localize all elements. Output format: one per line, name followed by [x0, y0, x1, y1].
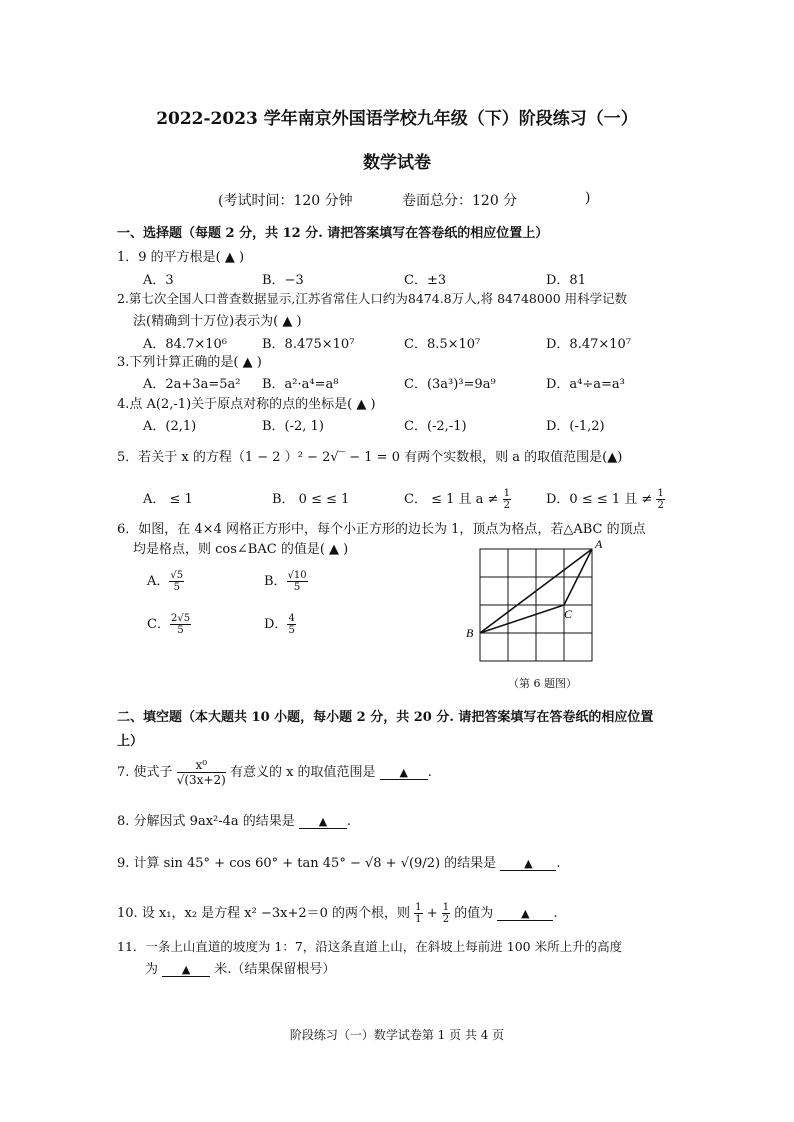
- q3-stem: 3.下列计算正确的是( ▲ ): [117, 355, 262, 370]
- page-title: 2022-2023 学年南京外国语学校九年级（下）阶段练习（一）: [156, 109, 638, 129]
- q2-option-b: B．8.475×10⁷: [262, 337, 355, 352]
- q1-stem: 1．9 的平方根是( ▲ ): [117, 250, 245, 265]
- q6-stem-line2: 均是格点，则 cos∠BAC 的值是( ▲ ): [133, 542, 349, 557]
- q7: 7. 使式子 $\frac{\text{x⁰}}{√(3x+2)}$ 有意义的 x 的取值范围是 ▲ .: [117, 758, 432, 787]
- q2-stem-line1: 2.第七次全国人口普查数据显示,江苏省常住人口约为8474.8万人,将 84748000 用科学记数: [117, 291, 628, 306]
- total-score: 卷面总分：120 分: [402, 193, 518, 209]
- q11-stem-line1: 11．一条上山直道的坡度为 1：7，沿这条直道上山，在斜坡上每前进 100 米所上升的高度: [117, 939, 623, 954]
- q6-grid-figure: [460, 535, 610, 670]
- q2-option-d: D．8.47×10⁷: [546, 337, 632, 352]
- q10-fraction-1: $\frac{1}{1}$: [415, 902, 422, 925]
- section-2-heading-line1: 二、填空题（本大题共 10 小题，每小题 2 分，共 20 分. 请把答案填写在答卷纸的相应位置: [117, 710, 654, 725]
- q10-answer-blank: ▲: [497, 907, 553, 921]
- q7-fraction: $\frac{\text{x⁰}}{√(3x+2)}$: [176, 758, 226, 787]
- q3-option-a: A．2a+3a=5a²: [143, 377, 241, 392]
- q1-option-a: A．3: [143, 273, 174, 288]
- q10-fraction-2: $\frac{1}{2}$: [442, 902, 450, 925]
- q10: 10. 设 x₁，x₂ 是方程 x² −3x+2＝0 的两个根，则 $\frac{1}{1}$ + $\frac{1}{2}$ 的值为 ▲ .: [117, 902, 558, 925]
- q1-option-d: D．81: [546, 273, 586, 288]
- q11-answer-blank: ▲: [162, 963, 210, 977]
- q4-option-a: A．(2,1): [143, 419, 197, 434]
- q9-answer-blank: ▲: [500, 857, 556, 871]
- q6-option-a: A． $\frac{√5}{5}$: [147, 570, 184, 593]
- q2-option-c: C．8.5×10⁷: [404, 337, 481, 352]
- q4-stem: 4.点 A(2,-1)关于原点对称的点的坐标是( ▲ ): [117, 397, 376, 412]
- grid-lines: [480, 549, 592, 661]
- q11-line2: 为 ▲ 米.（结果保留根号）: [145, 962, 336, 977]
- q5-option-a: A． ≤ 1: [143, 492, 193, 507]
- point-c-label: C: [564, 607, 573, 621]
- q3-option-c: C．(3a³)³=9a⁹: [404, 377, 496, 392]
- q8: 8. 分解因式 9ax²-4a 的结果是 ▲ .: [117, 814, 352, 829]
- q5-option-d: D．0 ≤ ≤ 1 且 ≠ $\frac{1}{2}$: [546, 488, 664, 511]
- q6-option-d: D． $\frac{4}{5}$: [264, 613, 295, 636]
- q4-option-d: D．(-1,2): [546, 419, 605, 434]
- q1-option-c: C．±3: [404, 273, 447, 288]
- q8-answer-blank: ▲: [299, 815, 347, 829]
- q5-c-fraction: $\frac{1}{2}$: [503, 488, 510, 511]
- q6-option-b: B． $\frac{√10}{5}$: [264, 570, 307, 593]
- point-a-label: A: [595, 537, 603, 551]
- q5-stem: 5．若关于 x 的方程（1 − 2 ）² − 2√‾ − 1 = 0 有两个实数根，则 a 的取值范围是(▲): [117, 450, 623, 465]
- q2-option-a: A．84.7×10⁶: [143, 337, 227, 352]
- close-paren: ): [585, 190, 591, 206]
- q6-option-c: C． $\frac{2√5}{5}$: [147, 613, 191, 636]
- q2-stem-line2: 法(精确到十万位)表示为( ▲ ): [133, 314, 302, 329]
- q1-option-b: B．−3: [262, 273, 304, 288]
- q6-stem-line1: 6．如图，在 4×4 网格正方形中，每个小正方形的边长为 1，顶点为格点，若△ABC 的顶点: [117, 522, 646, 537]
- exam-time: (考试时间：120 分钟: [218, 193, 353, 209]
- page-subtitle: 数学试卷: [363, 153, 431, 173]
- point-b-label: B: [466, 626, 474, 640]
- q4-option-b: B．(-2, 1): [262, 419, 324, 434]
- q6-figure-caption: （第 6 题图）: [508, 677, 577, 690]
- q9: 9. 计算 sin 45° + cos 60° + tan 45° − √8 + √(9/2) 的结果是 ▲ .: [117, 856, 561, 871]
- q3-option-b: B．a²·a⁴=a⁸: [262, 377, 339, 392]
- q7-answer-blank: ▲: [380, 766, 428, 780]
- q5-option-c: C． ≤ 1 且 a ≠ $\frac{1}{2}$: [404, 488, 510, 511]
- q3-option-d: D．a⁴÷a=a³: [546, 377, 625, 392]
- q4-option-c: C．(-2,-1): [404, 419, 467, 434]
- section-1-heading: 一、选择题（每题 2 分，共 12 分. 请把答案填写在答卷纸的相应位置上）: [117, 226, 549, 241]
- q5-d-fraction: $\frac{1}{2}$: [657, 488, 664, 511]
- q5-option-b: B． 0 ≤ ≤ 1: [272, 492, 350, 507]
- page-footer: 阶段练习（一）数学试卷第 1 页 共 4 页: [289, 1028, 505, 1042]
- section-2-heading-line2: 上）: [117, 734, 144, 749]
